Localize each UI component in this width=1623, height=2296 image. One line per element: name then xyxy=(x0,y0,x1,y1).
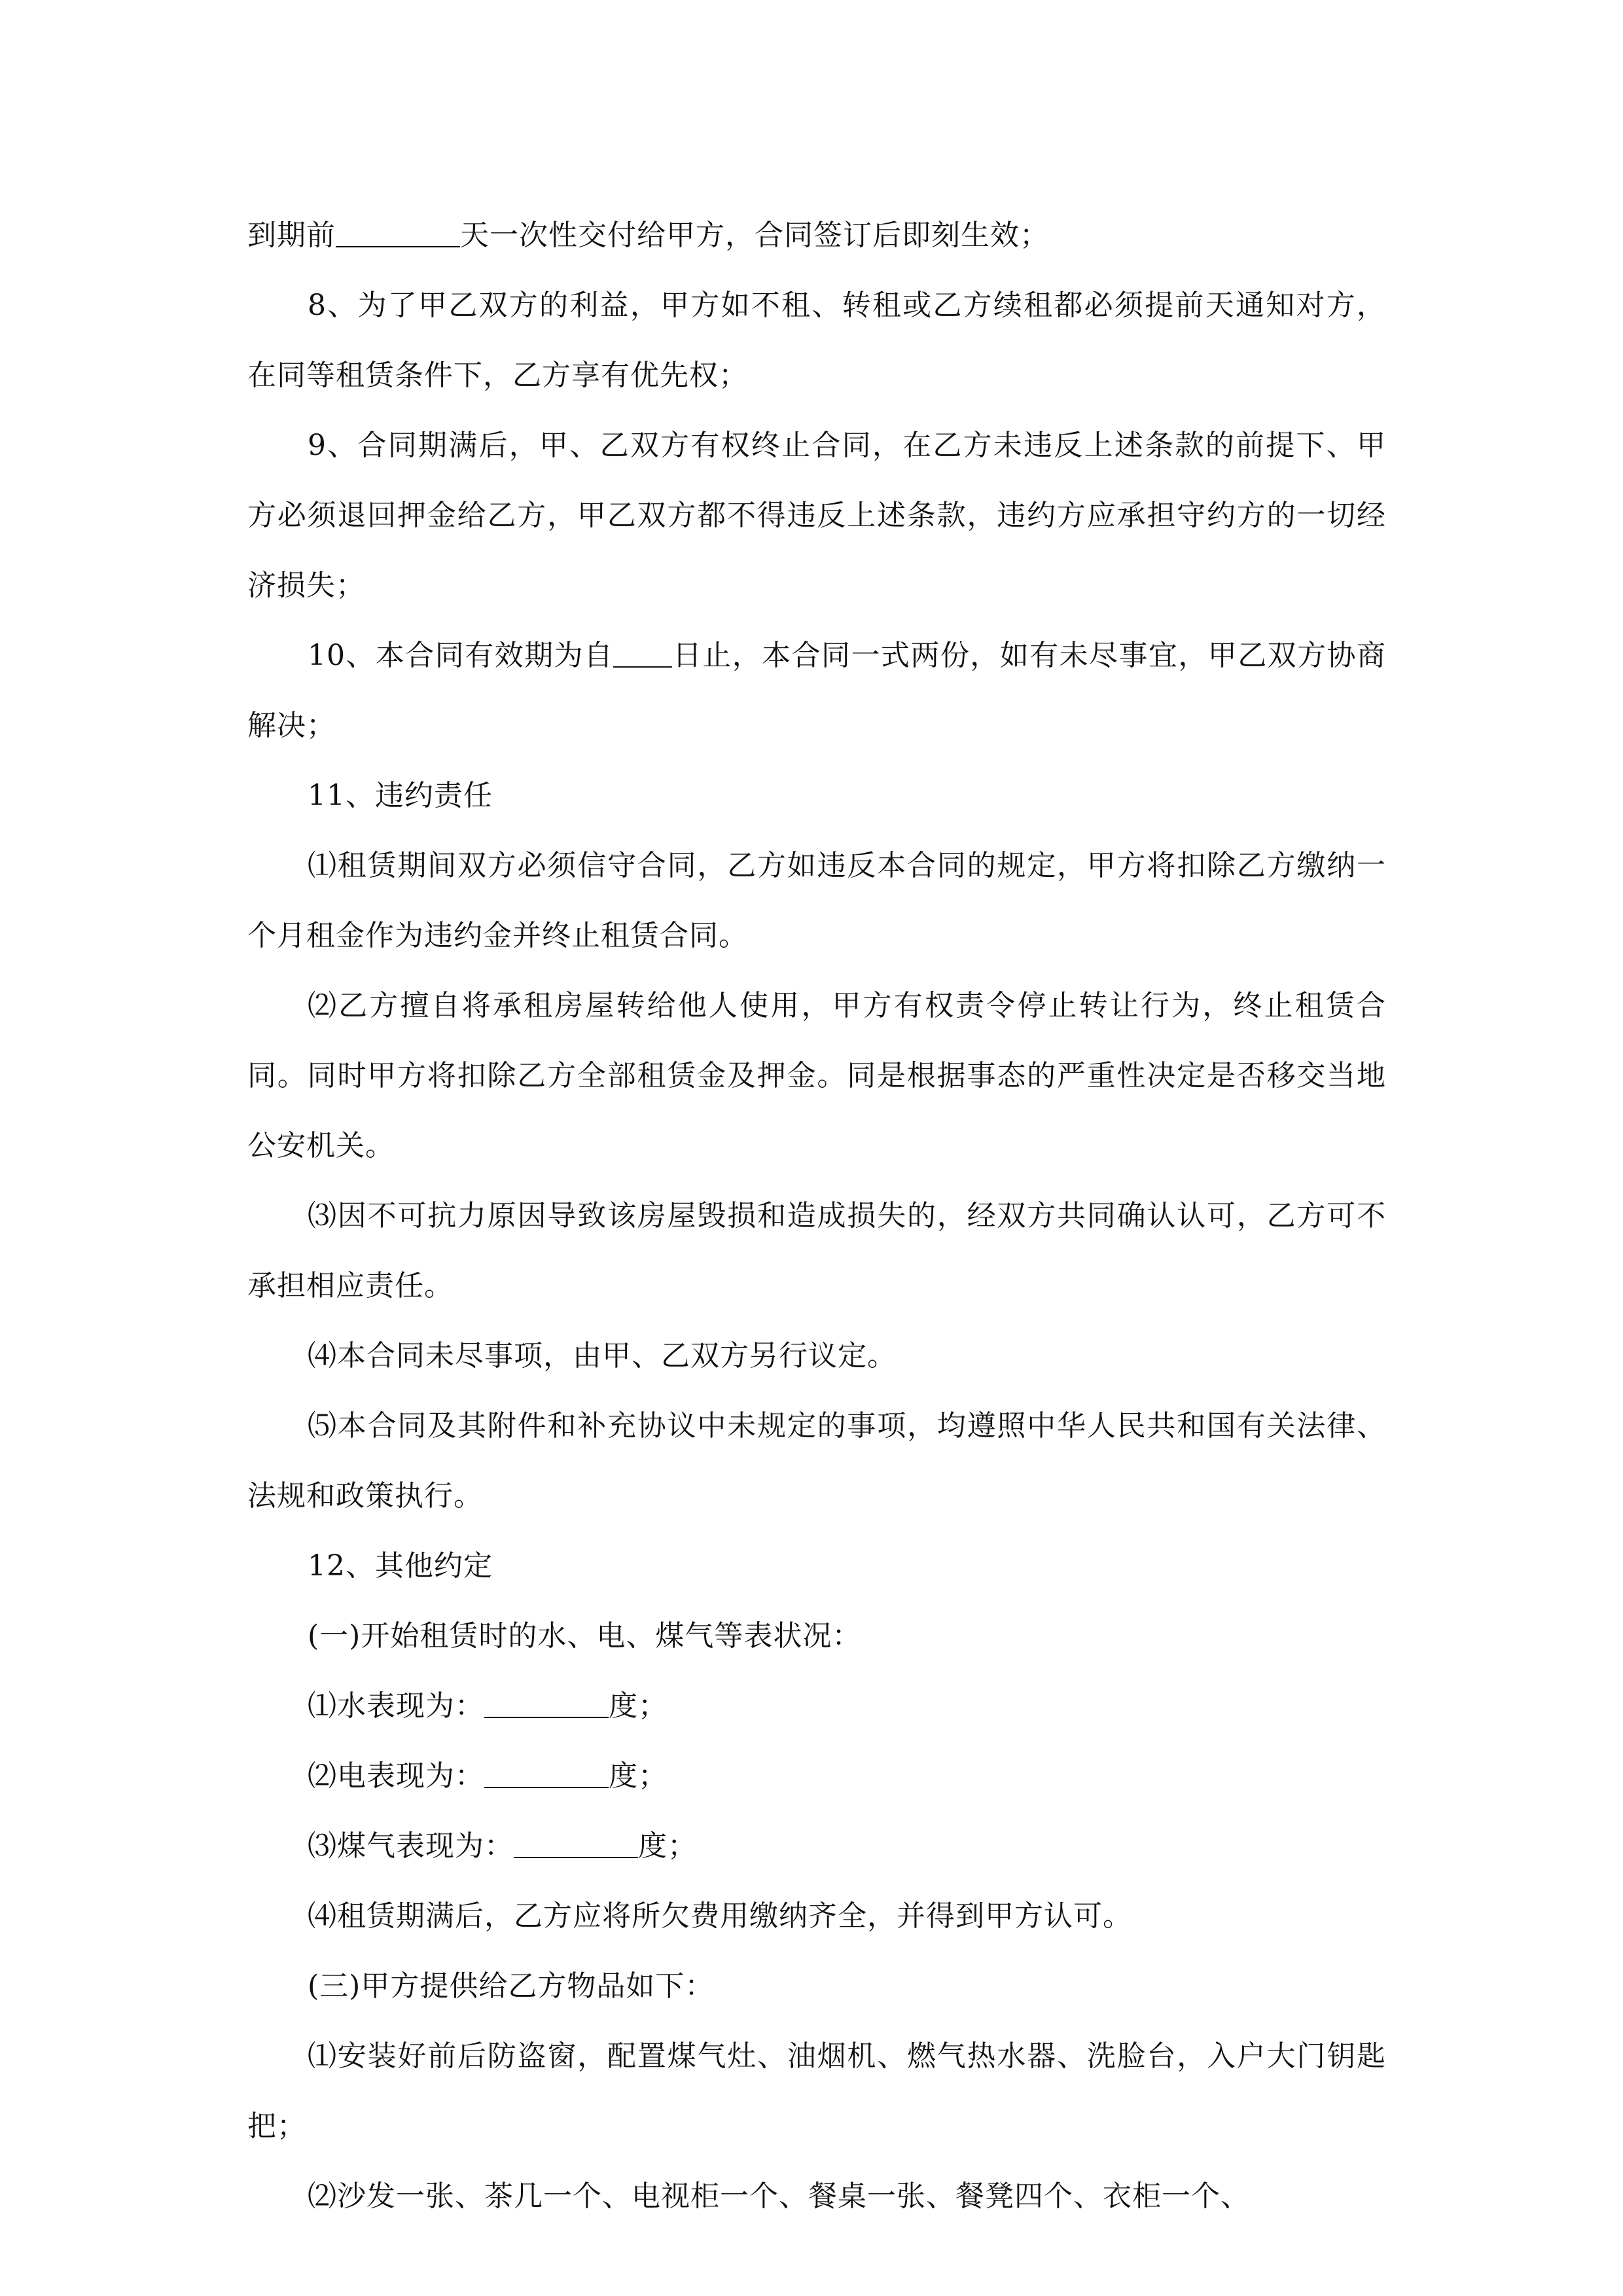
paragraph-text: ⑵电表现为： xyxy=(308,1759,484,1793)
paragraph-text: 到期前 xyxy=(247,219,336,252)
paragraph-water-meter xyxy=(247,1671,1386,1741)
paragraph-gas-meter xyxy=(247,1811,1386,1881)
paragraph-text: 天一次性交付给甲方，合同签订后即刻生效； xyxy=(460,219,1049,252)
paragraph-items-2: ⑵沙发一张、茶几一个、电视柜一个、餐桌一张、餐凳四个、衣柜一个、 xyxy=(308,2179,1250,2213)
paragraph-text: 日止，本合同一式两份，如有未尽事宜，甲乙双方协商解决； xyxy=(247,639,1386,742)
paragraph-clause-8: 8、为了甲乙双方的利益，甲方如不租、转租或乙方续租都必须提前天通知对方，在同等租赁条件下，乙方享有优先权； xyxy=(247,289,1386,392)
fill-in-blank-water-reading xyxy=(484,1691,609,1718)
paragraph-meter-status: (一)开始租赁时的水、电、煤气等表状况： xyxy=(308,1619,862,1653)
paragraph-clause-10 xyxy=(247,620,1386,761)
paragraph-payment-deadline xyxy=(247,200,1386,270)
paragraph-breach-3: ⑶因不可抗力原因导致该房屋毁损和造成损失的，经双方共同确认认可，乙方可不承担相应责任。 xyxy=(247,1199,1386,1302)
heading-clause-11: 11、违约责任 xyxy=(308,779,493,812)
fill-in-blank-days xyxy=(336,220,460,247)
paragraph-items-provided: (三)甲方提供给乙方物品如下： xyxy=(308,1969,715,2003)
paragraph-electric-meter xyxy=(247,1741,1386,1811)
heading-clause-12: 12、其他约定 xyxy=(308,1549,493,1583)
paragraph-text: ⑴水表现为： xyxy=(308,1689,484,1723)
paragraph-breach-5: ⑸本合同及其附件和补充协议中未规定的事项，均遵照中华人民共和国有关法律、法规和政策执行。 xyxy=(247,1409,1386,1513)
paragraph-breach-4: ⑷本合同未尽事项，由甲、乙双方另行议定。 xyxy=(308,1339,897,1372)
paragraph-items-1: ⑴安装好前后防盗窗，配置煤气灶、油烟机、燃气热水器、洗脸台，入户大门钥匙把； xyxy=(247,2039,1386,2143)
paragraph-breach-2: ⑵乙方擅自将承租房屋转给他人使用，甲方有权责令停止转让行为，终止租赁合同。同时甲方将扣除乙方全部租赁金及押金。同是根据事态的严重性决定是否移交当地公安机关。 xyxy=(247,989,1386,1162)
fill-in-blank-electric-reading xyxy=(484,1761,609,1788)
paragraph-text: 度； xyxy=(638,1829,697,1863)
fill-in-blank-gas-reading xyxy=(514,1831,638,1858)
paragraph-clause-9: 9、合同期满后，甲、乙双方有权终止合同，在乙方未违反上述条款的前提下、甲方必须退回押金给乙方，甲乙双方都不得违反上述条款，违约方应承担守约方的一切经济损失； xyxy=(247,429,1386,602)
contract-text-body xyxy=(247,200,1386,2231)
paragraph-fees-settlement: ⑷租赁期满后，乙方应将所欠费用缴纳齐全，并得到甲方认可。 xyxy=(308,1899,1132,1933)
paragraph-text: ⑶煤气表现为： xyxy=(308,1829,514,1863)
fill-in-blank-end-date xyxy=(613,640,672,668)
paragraph-text: 10、本合同有效期为自 xyxy=(308,639,614,672)
paragraph-text: 度； xyxy=(609,1689,668,1723)
paragraph-breach-1: ⑴租赁期间双方必须信守合同，乙方如违反本合同的规定，甲方将扣除乙方缴纳一个月租金作为违约金并终止租赁合同。 xyxy=(247,849,1386,952)
paragraph-text: 度； xyxy=(609,1759,668,1793)
